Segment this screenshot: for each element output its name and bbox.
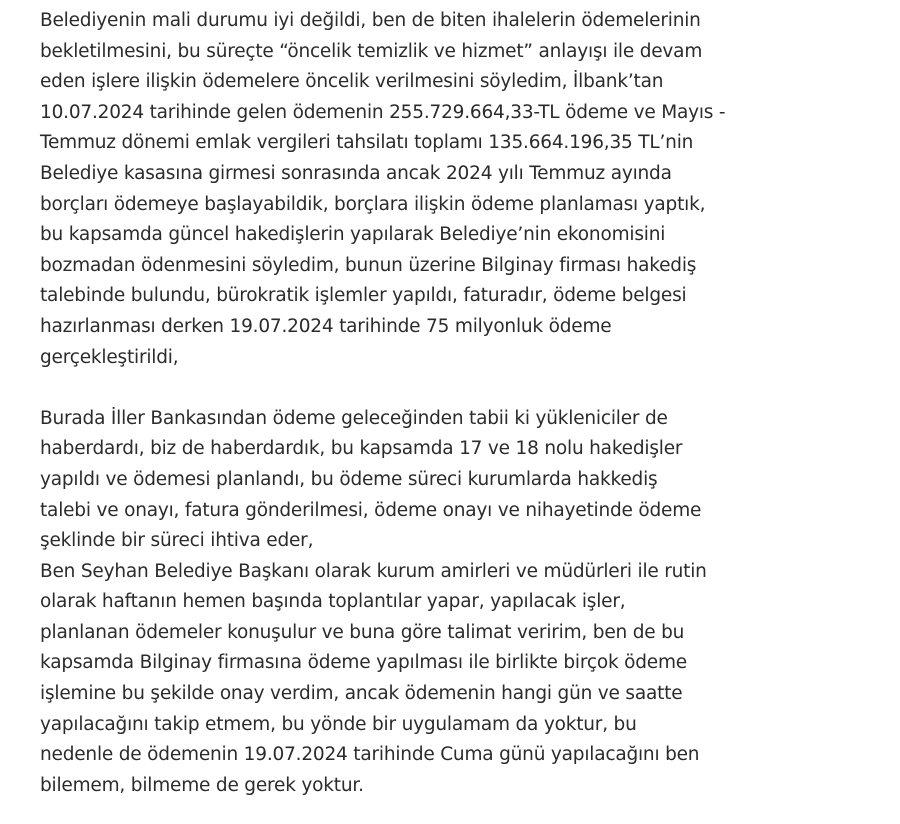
text-line: Temmuz dönemi emlak vergileri tahsilatı toplamı 135.664.196,35 TL’nin — [40, 132, 694, 154]
text-line: borçları ödemeye başlayabildik, borçlara ilişkin ödeme planlaması yaptık, — [40, 193, 706, 215]
text-line: yapıldı ve ödemesi planlandı, bu ödeme süreci kurumlarda hakkediş — [40, 468, 658, 490]
text-line: nedenle de ödemenin 19.07.2024 tarihinde Cuma günü yapılacağını ben — [40, 744, 700, 766]
text-line: olarak haftanın hemen başında toplantılar yapar, yapılacak işler, — [40, 591, 626, 613]
paragraph-3 — [40, 557, 880, 802]
text-line: hazırlanması derken 19.07.2024 tarihinde 75 milyonluk ödeme — [40, 315, 612, 337]
text-line: gerçekleştirildi, — [40, 346, 179, 368]
text-line: şeklinde bir süreci ihtiva eder, — [40, 530, 314, 552]
text-line: işlemine bu şekilde onay verdim, ancak ödemenin hangi gün ve saatte — [40, 683, 683, 705]
text-line: bu kapsamda güncel hakedişlerin yapılarak Belediye’nin ekonomisini — [40, 224, 666, 246]
text-line: Burada İller Bankasından ödeme geleceğinden tabii ki yükleniciler de — [40, 407, 668, 429]
article-body — [40, 6, 880, 801]
text-line: haberdardı, biz de haberdardık, bu kapsamda 17 ve 18 nolu hakedişler — [40, 438, 683, 460]
text-line: Belediyenin mali durumu iyi değildi, ben de biten ihalelerin ödemelerinin — [40, 10, 701, 31]
text-line: bilemem, bilmeme de gerek yoktur. — [40, 774, 364, 796]
paragraph-2 — [40, 404, 880, 557]
text-line: Belediye kasasına girmesi sonrasında ancak 2024 yılı Temmuz ayında — [40, 162, 672, 184]
text-line: yapılacağını takip etmem, bu yönde bir uygulamam da yoktur, bu — [40, 713, 637, 735]
text-line: kapsamda Bilginay firmasına ödeme yapılması ile birlikte birçok ödeme — [40, 652, 687, 674]
text-line: talebi ve onayı, fatura gönderilmesi, ödeme onayı ve nihayetinde ödeme — [40, 499, 702, 521]
text-line: Ben Seyhan Belediye Başkanı olarak kurum amirleri ve müdürleri ile rutin — [40, 560, 707, 582]
text-line: eden işlere ilişkin ödemelere öncelik verilmesini söyledim, İlbank’tan — [40, 71, 664, 93]
paragraph-spacer — [40, 373, 880, 404]
text-line: 10.07.2024 tarihinde gelen ödemenin 255.729.664,33-TL ödeme ve Mayıs - — [40, 101, 726, 123]
text-line: bozmadan ödenmesini söyledim, bunun üzerine Bilginay firması hakediş — [40, 254, 697, 276]
paragraph-1 — [40, 6, 880, 373]
text-line: bekletilmesini, bu süreçte “öncelik temizlik ve hizmet” anlayışı ile devam — [40, 40, 703, 62]
text-line: talebinde bulundu, bürokratik işlemler yapıldı, faturadır, ödeme belgesi — [40, 285, 687, 307]
text-line: planlanan ödemeler konuşulur ve buna göre talimat veririm, ben de bu — [40, 621, 685, 643]
